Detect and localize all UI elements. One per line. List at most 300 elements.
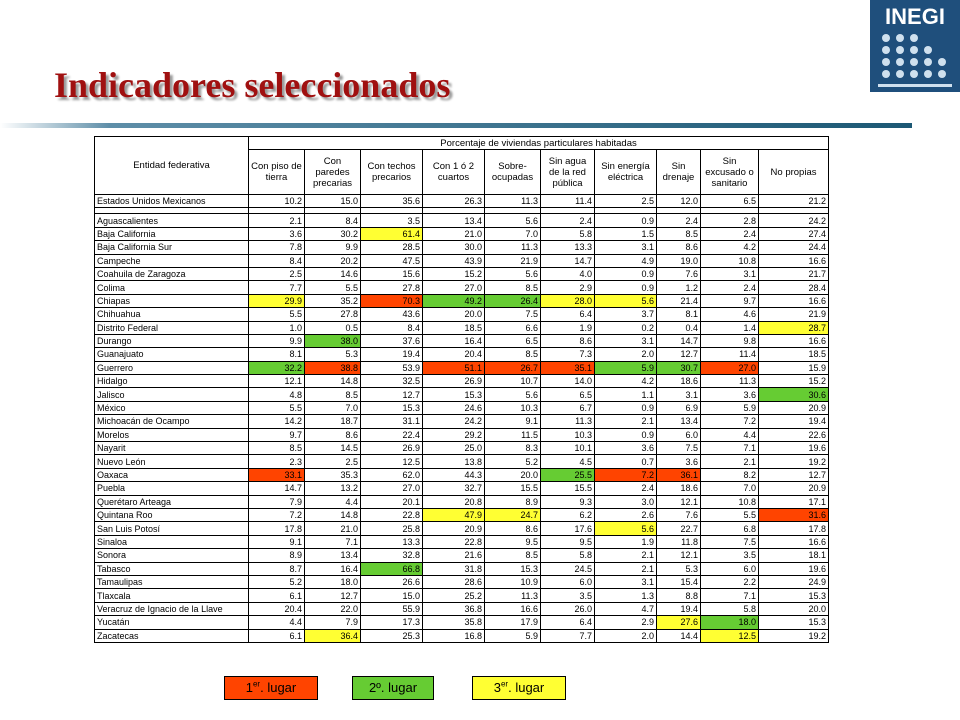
entity-name: Tlaxcala — [95, 589, 249, 602]
column-header: Con techos precarios — [361, 150, 423, 195]
value-cell: 5.6 — [595, 522, 657, 535]
value-cell: 32.8 — [361, 549, 423, 562]
value-cell: 28.0 — [541, 294, 595, 307]
value-cell: 12.7 — [361, 388, 423, 401]
table-row — [95, 334, 829, 347]
entity-name: Baja California Sur — [95, 241, 249, 254]
value-cell: 21.0 — [423, 227, 485, 240]
value-cell: 9.9 — [305, 241, 361, 254]
entity-name: Nayarit — [95, 442, 249, 455]
value-cell: 13.4 — [423, 214, 485, 227]
value-cell: 2.4 — [657, 214, 701, 227]
value-cell: 5.9 — [701, 401, 759, 414]
value-cell: 18.5 — [423, 321, 485, 334]
value-cell: 5.8 — [541, 549, 595, 562]
value-cell: 17.6 — [541, 522, 595, 535]
value-cell: 24.2 — [423, 415, 485, 428]
title-divider — [0, 123, 912, 128]
value-cell: 19.6 — [759, 442, 829, 455]
value-cell: 27.8 — [305, 308, 361, 321]
value-cell: 27.0 — [701, 361, 759, 374]
table-row — [95, 468, 829, 481]
entity-name: Chiapas — [95, 294, 249, 307]
value-cell: 10.3 — [485, 401, 541, 414]
table-row — [95, 214, 829, 227]
table-row — [95, 482, 829, 495]
table-row — [95, 281, 829, 294]
value-cell: 5.6 — [485, 214, 541, 227]
value-cell: 29.9 — [249, 294, 305, 307]
value-cell: 15.3 — [423, 388, 485, 401]
value-cell: 13.8 — [423, 455, 485, 468]
value-cell: 16.6 — [759, 334, 829, 347]
column-header: Sin energía eléctrica — [595, 150, 657, 195]
table-row — [95, 361, 829, 374]
value-cell: 27.0 — [361, 482, 423, 495]
value-cell: 19.6 — [759, 562, 829, 575]
value-cell: 6.4 — [541, 616, 595, 629]
value-cell: 13.3 — [361, 535, 423, 548]
value-cell: 0.9 — [595, 428, 657, 441]
column-header: No propias — [759, 150, 829, 195]
entity-name: Chihuahua — [95, 308, 249, 321]
value-cell: 11.4 — [701, 348, 759, 361]
value-cell: 33.1 — [249, 468, 305, 481]
value-cell: 51.1 — [423, 361, 485, 374]
value-cell: 4.4 — [305, 495, 361, 508]
value-cell: 30.6 — [759, 388, 829, 401]
value-cell: 47.9 — [423, 508, 485, 521]
value-cell: 13.4 — [657, 415, 701, 428]
table-row — [95, 267, 829, 280]
value-cell: 6.2 — [541, 508, 595, 521]
value-cell: 7.8 — [249, 241, 305, 254]
value-cell: 19.2 — [759, 629, 829, 642]
indicators-table — [94, 136, 829, 643]
value-cell: 18.1 — [759, 549, 829, 562]
value-cell: 15.0 — [305, 195, 361, 208]
value-cell: 32.2 — [249, 361, 305, 374]
value-cell: 7.9 — [305, 616, 361, 629]
value-cell: 12.5 — [701, 629, 759, 642]
value-cell: 15.5 — [541, 482, 595, 495]
value-cell: 20.4 — [249, 602, 305, 615]
value-cell: 70.3 — [361, 294, 423, 307]
value-cell: 3.1 — [595, 575, 657, 588]
value-cell: 14.7 — [657, 334, 701, 347]
value-cell: 14.6 — [305, 267, 361, 280]
value-cell: 5.9 — [485, 629, 541, 642]
value-cell: 8.6 — [657, 241, 701, 254]
value-cell: 16.6 — [759, 294, 829, 307]
value-cell: 10.1 — [541, 442, 595, 455]
value-cell: 2.8 — [701, 214, 759, 227]
value-cell: 6.8 — [701, 522, 759, 535]
value-cell: 21.0 — [305, 522, 361, 535]
value-cell: 7.2 — [249, 508, 305, 521]
value-cell: 2.9 — [541, 281, 595, 294]
value-cell: 24.2 — [759, 214, 829, 227]
value-cell: 12.1 — [657, 495, 701, 508]
table-row — [95, 616, 829, 629]
entity-name: Sinaloa — [95, 535, 249, 548]
value-cell: 4.2 — [595, 375, 657, 388]
value-cell: 18.5 — [759, 348, 829, 361]
value-cell: 8.1 — [249, 348, 305, 361]
table-row — [95, 227, 829, 240]
entity-name: Michoacán de Ocampo — [95, 415, 249, 428]
value-cell: 0.9 — [595, 401, 657, 414]
value-cell: 16.6 — [759, 535, 829, 548]
table-row — [95, 241, 829, 254]
value-cell: 28.6 — [423, 575, 485, 588]
value-cell: 5.8 — [701, 602, 759, 615]
value-cell: 2.1 — [595, 562, 657, 575]
value-cell: 35.2 — [305, 294, 361, 307]
value-cell: 15.6 — [361, 267, 423, 280]
table-row — [95, 535, 829, 548]
value-cell: 17.3 — [361, 616, 423, 629]
value-cell: 2.4 — [541, 214, 595, 227]
value-cell: 5.5 — [249, 308, 305, 321]
value-cell: 2.1 — [595, 549, 657, 562]
value-cell: 14.8 — [305, 508, 361, 521]
entity-name: Puebla — [95, 482, 249, 495]
value-cell: 16.4 — [305, 562, 361, 575]
value-cell: 10.8 — [701, 254, 759, 267]
value-cell: 15.3 — [361, 401, 423, 414]
value-cell: 11.3 — [485, 195, 541, 208]
value-cell: 19.2 — [759, 455, 829, 468]
value-cell: 62.0 — [361, 468, 423, 481]
value-cell: 5.2 — [249, 575, 305, 588]
value-cell: 11.3 — [541, 415, 595, 428]
value-cell: 5.2 — [485, 455, 541, 468]
value-cell: 7.5 — [657, 442, 701, 455]
value-cell: 2.0 — [595, 348, 657, 361]
value-cell: 6.0 — [701, 562, 759, 575]
value-cell: 4.0 — [541, 267, 595, 280]
value-cell: 1.5 — [595, 227, 657, 240]
value-cell: 53.9 — [361, 361, 423, 374]
value-cell: 8.5 — [485, 549, 541, 562]
value-cell: 27.8 — [361, 281, 423, 294]
table-row — [95, 575, 829, 588]
value-cell: 0.5 — [305, 321, 361, 334]
entity-name: Guerrero — [95, 361, 249, 374]
value-cell: 4.7 — [595, 602, 657, 615]
value-cell: 3.7 — [595, 308, 657, 321]
value-cell: 0.9 — [595, 281, 657, 294]
value-cell: 6.0 — [541, 575, 595, 588]
value-cell: 35.8 — [423, 616, 485, 629]
value-cell: 7.2 — [595, 468, 657, 481]
value-cell: 26.4 — [485, 294, 541, 307]
value-cell: 25.2 — [423, 589, 485, 602]
column-header: Sobre-ocupadas — [485, 150, 541, 195]
value-cell: 2.4 — [701, 281, 759, 294]
value-cell: 4.2 — [701, 241, 759, 254]
value-cell: 11.3 — [485, 589, 541, 602]
entity-name: Morelos — [95, 428, 249, 441]
value-cell: 12.1 — [657, 549, 701, 562]
value-cell: 15.2 — [423, 267, 485, 280]
value-cell: 9.7 — [249, 428, 305, 441]
value-cell: 5.8 — [541, 227, 595, 240]
entity-name: Jalisco — [95, 388, 249, 401]
table-row — [95, 254, 829, 267]
value-cell: 18.7 — [305, 415, 361, 428]
value-cell: 18.0 — [701, 616, 759, 629]
value-cell: 8.4 — [361, 321, 423, 334]
value-cell: 2.5 — [249, 267, 305, 280]
entity-name: Oaxaca — [95, 468, 249, 481]
value-cell: 11.3 — [485, 241, 541, 254]
value-cell: 20.2 — [305, 254, 361, 267]
value-cell: 20.8 — [423, 495, 485, 508]
entity-name: Zacatecas — [95, 629, 249, 642]
entity-name: Veracruz de Ignacio de la Llave — [95, 602, 249, 615]
value-cell: 28.4 — [759, 281, 829, 294]
value-cell: 0.2 — [595, 321, 657, 334]
value-cell: 24.6 — [423, 401, 485, 414]
value-cell: 6.5 — [485, 334, 541, 347]
value-cell: 21.6 — [423, 549, 485, 562]
value-cell: 19.4 — [657, 602, 701, 615]
value-cell: 8.6 — [305, 428, 361, 441]
value-cell: 25.0 — [423, 442, 485, 455]
value-cell: 6.1 — [249, 629, 305, 642]
value-cell: 35.1 — [541, 361, 595, 374]
value-cell: 10.9 — [485, 575, 541, 588]
value-cell: 24.4 — [759, 241, 829, 254]
value-cell: 2.5 — [595, 195, 657, 208]
value-cell: 20.9 — [423, 522, 485, 535]
value-cell: 3.1 — [657, 388, 701, 401]
value-cell: 17.1 — [759, 495, 829, 508]
value-cell: 9.5 — [485, 535, 541, 548]
value-cell: 8.5 — [657, 227, 701, 240]
value-cell: 12.0 — [657, 195, 701, 208]
table-row — [95, 308, 829, 321]
value-cell: 21.9 — [759, 308, 829, 321]
value-cell: 14.7 — [249, 482, 305, 495]
value-cell: 26.9 — [361, 442, 423, 455]
value-cell: 2.1 — [595, 415, 657, 428]
value-cell: 9.7 — [701, 294, 759, 307]
value-cell: 14.7 — [541, 254, 595, 267]
value-cell: 22.8 — [361, 508, 423, 521]
entity-name: Tabasco — [95, 562, 249, 575]
value-cell: 0.9 — [595, 267, 657, 280]
value-cell: 7.5 — [485, 308, 541, 321]
value-cell: 4.5 — [541, 455, 595, 468]
value-cell: 1.3 — [595, 589, 657, 602]
value-cell: 5.5 — [305, 281, 361, 294]
table-row — [95, 522, 829, 535]
value-cell: 22.7 — [657, 522, 701, 535]
table-row — [95, 195, 829, 208]
value-cell: 35.3 — [305, 468, 361, 481]
value-cell: 7.1 — [701, 589, 759, 602]
value-cell: 44.3 — [423, 468, 485, 481]
value-cell: 3.5 — [701, 549, 759, 562]
value-cell: 20.9 — [759, 482, 829, 495]
value-cell: 14.2 — [249, 415, 305, 428]
entity-name: Distrito Federal — [95, 321, 249, 334]
value-cell: 6.6 — [485, 321, 541, 334]
value-cell: 11.5 — [485, 428, 541, 441]
entity-name: Nuevo León — [95, 455, 249, 468]
value-cell: 55.9 — [361, 602, 423, 615]
value-cell: 14.8 — [305, 375, 361, 388]
value-cell: 19.4 — [759, 415, 829, 428]
value-cell: 14.4 — [657, 629, 701, 642]
value-cell: 12.7 — [759, 468, 829, 481]
entity-name: Colima — [95, 281, 249, 294]
value-cell: 20.1 — [361, 495, 423, 508]
entity-name: Coahuila de Zaragoza — [95, 267, 249, 280]
value-cell: 36.4 — [305, 629, 361, 642]
value-cell: 5.3 — [657, 562, 701, 575]
value-cell: 0.4 — [657, 321, 701, 334]
value-cell: 3.6 — [657, 455, 701, 468]
value-cell: 9.5 — [541, 535, 595, 548]
table-row — [95, 442, 829, 455]
table-row — [95, 401, 829, 414]
value-cell: 15.5 — [485, 482, 541, 495]
value-cell: 5.5 — [249, 401, 305, 414]
value-cell: 30.7 — [657, 361, 701, 374]
value-cell: 26.0 — [541, 602, 595, 615]
column-header: Sin drenaje — [657, 150, 701, 195]
value-cell: 6.9 — [657, 401, 701, 414]
value-cell: 3.1 — [595, 334, 657, 347]
value-cell: 47.5 — [361, 254, 423, 267]
value-cell: 9.3 — [541, 495, 595, 508]
value-cell: 1.0 — [249, 321, 305, 334]
value-cell: 20.9 — [759, 401, 829, 414]
value-cell: 7.0 — [485, 227, 541, 240]
value-cell: 8.3 — [485, 442, 541, 455]
value-cell: 6.1 — [249, 589, 305, 602]
value-cell: 22.0 — [305, 602, 361, 615]
value-cell: 3.6 — [595, 442, 657, 455]
table-row — [95, 294, 829, 307]
value-cell: 1.9 — [595, 535, 657, 548]
legend-third-place: 3er. lugar — [472, 676, 566, 700]
table-row — [95, 428, 829, 441]
value-cell: 32.7 — [423, 482, 485, 495]
value-cell: 3.5 — [541, 589, 595, 602]
value-cell: 8.5 — [305, 388, 361, 401]
value-cell: 11.3 — [701, 375, 759, 388]
value-cell: 36.8 — [423, 602, 485, 615]
value-cell: 32.5 — [361, 375, 423, 388]
value-cell: 26.9 — [423, 375, 485, 388]
value-cell: 36.1 — [657, 468, 701, 481]
value-cell: 8.6 — [541, 334, 595, 347]
value-cell: 27.0 — [423, 281, 485, 294]
value-cell: 13.2 — [305, 482, 361, 495]
value-cell: 7.2 — [701, 415, 759, 428]
value-cell: 2.6 — [595, 508, 657, 521]
value-cell: 18.6 — [657, 482, 701, 495]
value-cell: 18.6 — [657, 375, 701, 388]
value-cell: 26.6 — [361, 575, 423, 588]
value-cell: 2.4 — [701, 227, 759, 240]
value-cell: 26.7 — [485, 361, 541, 374]
value-cell: 15.2 — [759, 375, 829, 388]
value-cell: 8.4 — [305, 214, 361, 227]
value-cell: 8.1 — [657, 308, 701, 321]
value-cell: 12.1 — [249, 375, 305, 388]
value-cell: 20.0 — [485, 468, 541, 481]
value-cell: 11.8 — [657, 535, 701, 548]
value-cell: 8.5 — [485, 281, 541, 294]
value-cell: 35.6 — [361, 195, 423, 208]
value-cell: 43.9 — [423, 254, 485, 267]
value-cell: 3.1 — [595, 241, 657, 254]
table-row — [95, 508, 829, 521]
value-cell: 13.3 — [541, 241, 595, 254]
value-cell: 22.6 — [759, 428, 829, 441]
page-title: Indicadores seleccionados — [54, 65, 451, 105]
value-cell: 6.7 — [541, 401, 595, 414]
table-row — [95, 388, 829, 401]
entity-name: Baja California — [95, 227, 249, 240]
value-cell: 20.0 — [423, 308, 485, 321]
value-cell: 3.6 — [249, 227, 305, 240]
legend-first-place: 1er. lugar — [224, 676, 318, 700]
value-cell: 31.1 — [361, 415, 423, 428]
value-cell: 8.7 — [249, 562, 305, 575]
table-row — [95, 629, 829, 642]
value-cell: 15.3 — [759, 589, 829, 602]
value-cell: 8.9 — [249, 549, 305, 562]
value-cell: 29.2 — [423, 428, 485, 441]
entity-name: Estados Unidos Mexicanos — [95, 195, 249, 208]
value-cell: 19.4 — [361, 348, 423, 361]
value-cell: 2.1 — [701, 455, 759, 468]
value-cell: 27.4 — [759, 227, 829, 240]
value-cell: 16.6 — [759, 254, 829, 267]
entity-name: Tamaulipas — [95, 575, 249, 588]
value-cell: 2.9 — [595, 616, 657, 629]
value-cell: 43.6 — [361, 308, 423, 321]
value-cell: 5.3 — [305, 348, 361, 361]
value-cell: 15.9 — [759, 361, 829, 374]
value-cell: 4.9 — [595, 254, 657, 267]
value-cell: 10.8 — [701, 495, 759, 508]
value-cell: 7.0 — [701, 482, 759, 495]
value-cell: 2.5 — [305, 455, 361, 468]
value-cell: 0.9 — [595, 214, 657, 227]
entity-name: Querétaro Arteaga — [95, 495, 249, 508]
value-cell: 17.8 — [759, 522, 829, 535]
value-cell: 21.4 — [657, 294, 701, 307]
value-cell: 24.5 — [541, 562, 595, 575]
value-cell: 3.6 — [701, 388, 759, 401]
value-cell: 8.6 — [485, 522, 541, 535]
value-cell: 8.4 — [249, 254, 305, 267]
value-cell: 3.5 — [361, 214, 423, 227]
value-cell: 6.0 — [657, 428, 701, 441]
value-cell: 24.9 — [759, 575, 829, 588]
value-cell: 20.0 — [759, 602, 829, 615]
group-header: Porcentaje de viviendas particulares habitadas — [249, 137, 829, 150]
value-cell: 3.0 — [595, 495, 657, 508]
